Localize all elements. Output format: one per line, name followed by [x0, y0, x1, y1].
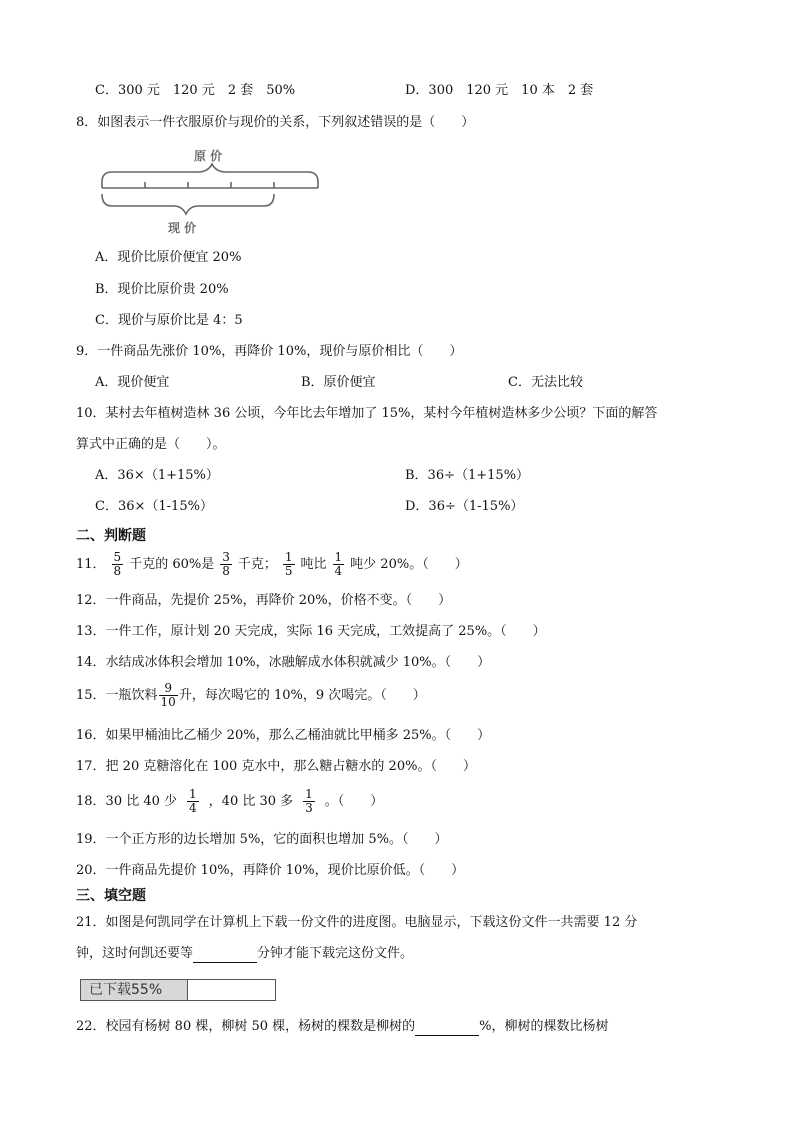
- q15: 15．一瓶饮料 $\frac{9}{10}$ 升，每次喝它的 10%，9 次喝完。（ ）: [76, 681, 426, 709]
- q12: 12．一件商品，先提价 25%，再降价 20%，价格不变。（ ）: [76, 593, 452, 608]
- q14: 14．水结成冰体积会增加 10%，冰融解成水体积就减少 10%。（ ）: [76, 655, 491, 670]
- section-true-false-title: 二、判断题: [76, 528, 146, 544]
- q8-option-a: A．现价比原价便宜 20%: [95, 250, 242, 265]
- q19: 19．一个正方形的边长增加 5%，它的面积也增加 5%。（ ）: [76, 832, 448, 847]
- q9-option-c: C．无法比较: [508, 375, 583, 390]
- q20: 20．一件商品先提价 10%，再降价 10%，现价比原价低。（ ）: [76, 863, 465, 878]
- bottom-brace: [102, 194, 274, 214]
- q10-option-c: C．36×（1-15%）: [95, 499, 213, 514]
- section-fill-blank-title: 三、填空题: [76, 888, 146, 904]
- q22-stem: 22．校园有杨树 80 棵，柳树 50 棵，杨树的棵数是柳树的 %，柳树的棵数比杨树: [76, 1019, 609, 1034]
- q11-prefix: 11．: [76, 557, 106, 572]
- q13: 13．一件工作，原计划 20 天完成，实际 16 天完成，工效提高了 25%。（ ）: [76, 624, 546, 639]
- q10-option-d: D．36÷（1-15%）: [405, 499, 524, 514]
- q10-option-b: B．36÷（1+15%）: [405, 468, 530, 483]
- q21-stem-line2: 钟，这时何凯还要等 分钟才能下载完这份文件。: [76, 946, 414, 961]
- diagram-original-price-label: 原 价: [194, 149, 223, 163]
- q11-fraction-4: $\frac{1}{4}$: [334, 550, 343, 578]
- q10-stem-line1: 10．某村去年植树造林 36 公顷，今年比去年增加了 15%，某村今年植树造林多少公顷？下面的解答: [76, 406, 658, 421]
- q9-option-a: A．现价便宜: [95, 375, 170, 390]
- q11: 11． $\frac{5}{8}$ 千克的 60%是 $\frac{3}{8}$ 千克； $\frac{1}{5}$ 吨比 $\frac{1}{4}$ 吨少 20%。（ ）: [76, 550, 468, 578]
- q8-option-b: B．现价比原价贵 20%: [95, 282, 229, 297]
- q21-stem-line1: 21．如图是何凯同学在计算机上下载一份文件的进度图。电脑显示，下载这份文件一共需要 12 分: [76, 915, 638, 930]
- q17: 17．把 20 克糖溶化在 100 克水中，那么糖占糖水的 20%。（ ）: [76, 759, 476, 774]
- q18-fraction-1: $\frac{1}{4}$: [189, 787, 197, 815]
- price-relation-diagram: [98, 144, 326, 238]
- q9-stem: 9．一件商品先涨价 10%，再降价 10%，现价与原价相比（ ）: [76, 344, 463, 359]
- q22-answer-blank: [415, 1021, 479, 1036]
- q18: 18．30 比 40 少 $\frac{1}{4}$ ，40 比 30 多 $\frac{1}{3}$ 。（ ）: [76, 787, 384, 815]
- q8-option-c: C．现价与原价比是 4：5: [95, 313, 243, 328]
- q10-stem-line2: 算式中正确的是（ ）。: [76, 437, 226, 452]
- q11-fraction-2: $\frac{3}{8}$: [222, 550, 230, 578]
- q16: 16．如果甲桶油比乙桶少 20%，那么乙桶油就比甲桶多 25%。（ ）: [76, 728, 491, 743]
- q8-stem: 8．如图表示一件衣服原价与现价的关系，下列叙述错误的是（ ）: [76, 115, 475, 130]
- q10-option-a: A．36×（1+15%）: [95, 468, 219, 483]
- q21-answer-blank: [193, 948, 257, 963]
- q11-fraction-3: $\frac{1}{5}$: [284, 550, 293, 578]
- download-progress-bar: [80, 979, 276, 1001]
- q9-option-b: B．原价便宜: [301, 375, 376, 390]
- q15-fraction: $\frac{9}{10}$: [160, 681, 176, 709]
- q7-option-d: D．300 120 元 10 本 2 套: [405, 83, 594, 98]
- diagram-current-price-label: 现 价: [168, 221, 197, 235]
- q7-option-c: C．300 元 120 元 2 套 50%: [95, 83, 296, 98]
- q18-fraction-2: $\frac{1}{3}$: [305, 787, 313, 815]
- download-progress-label: 已下载55%: [89, 982, 163, 998]
- q11-fraction-1: $\frac{5}{8}$: [113, 550, 122, 578]
- top-brace: [102, 164, 318, 182]
